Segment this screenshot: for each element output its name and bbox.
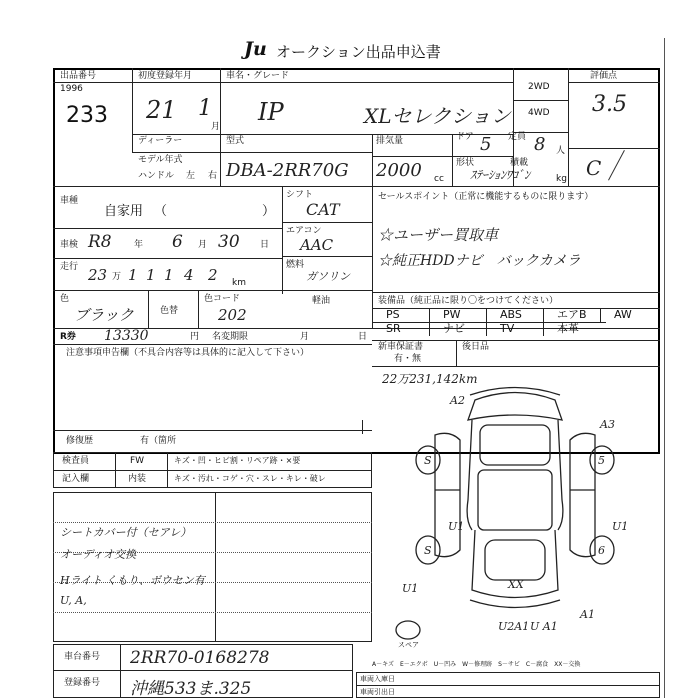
aircon-value: AAC <box>300 236 334 254</box>
mark-xx: XX <box>508 578 524 591</box>
exit-date-label: 車両引出日 <box>360 688 395 696</box>
sales-point-1: ☆ユーザー買取車 <box>378 226 499 244</box>
mark-ua1: U A1 <box>530 620 558 633</box>
equipment-row-2 <box>372 323 606 336</box>
model-year-label: モデル年式 <box>138 155 183 165</box>
chassis-value: 2RR70-0168278 <box>130 648 270 668</box>
registration-month-unit: 月 <box>211 122 221 132</box>
mileage-unit: km <box>232 278 246 288</box>
mark-u1a: U1 <box>448 520 465 533</box>
shape-value: ｽﾃｰｼｮﾝﾜｺﾞﾝ <box>470 168 531 182</box>
interior-score: C <box>586 156 602 180</box>
handwritten-notes-area <box>53 492 372 642</box>
color-change-label: 色替 <box>160 306 179 316</box>
type-value: DBA-2RR70G <box>226 160 349 181</box>
new-car-warranty-value: 有・無 <box>394 354 422 364</box>
model-name: IP <box>258 98 284 126</box>
sales-points-label: セールスポイント（正常に機能するものに限ります） <box>378 192 594 202</box>
inspection-year-unit: 年 <box>134 240 144 250</box>
mark-u1b: U1 <box>612 520 629 533</box>
inspection-month: 6 <box>172 232 183 252</box>
listing-number-label: 出品番号 <box>60 71 97 81</box>
equipment-item: SR <box>386 322 401 335</box>
inspection-day: 30 <box>218 232 240 252</box>
shift-value: CAT <box>306 200 340 219</box>
vehicle-class-value: 自家用 <box>104 204 144 219</box>
mileage-digit5: 4 <box>184 266 194 284</box>
aircon-label: エアコン <box>286 226 322 236</box>
fuel-light-label: 軽油 <box>312 296 331 306</box>
fw-label: FW <box>130 456 145 466</box>
vehicle-class-paren-open: （ <box>154 204 168 219</box>
equipment-item: 本革 <box>557 322 579 335</box>
page-title: オークション出品申込書 <box>276 43 441 61</box>
entry-date-label: 車両入庫日 <box>360 675 395 683</box>
shape-label: 形状 <box>456 158 475 168</box>
color-value: ブラック <box>74 306 134 324</box>
interior-label: 内装 <box>128 474 147 484</box>
recycle-label: R券 <box>60 332 76 342</box>
mark-a1: A1 <box>580 608 595 621</box>
mileage-note: 22万231,142km <box>382 372 478 386</box>
equipment-row-1 <box>372 309 660 322</box>
inspector-label-1: 検査員 <box>62 456 90 466</box>
displacement-value: 2000 <box>376 160 422 181</box>
name-change-month: 月 <box>300 332 310 342</box>
inspector-label-2: 記入欄 <box>62 474 90 484</box>
seats-value: 8 <box>534 134 546 155</box>
equipment-item: エアB <box>557 308 587 321</box>
mark-s3: S <box>424 544 432 557</box>
handle-label: ハンドル <box>138 171 175 181</box>
color-label: 色 <box>60 294 70 304</box>
plate-label: 登録番号 <box>64 678 101 688</box>
note-line-4: U, A, <box>60 594 87 607</box>
mileage-label: 走行 <box>60 262 79 272</box>
score-value: 3.5 <box>592 92 627 117</box>
drive-2wd: 2WD <box>528 82 550 92</box>
model-label: 車名・グレード <box>226 71 290 81</box>
after-item-label: 後日品 <box>462 342 490 352</box>
equipment-item: PS <box>386 308 400 321</box>
sales-point-2: ☆純正HDDナビ バックカメラ <box>378 253 581 269</box>
note-line-1: シートカバー付（セアレ） <box>60 526 192 539</box>
equipment-item: ABS <box>500 308 522 321</box>
door-label: ドア <box>456 132 474 142</box>
handle-left: 左 <box>186 171 196 181</box>
mileage-digit6: 2 <box>208 266 218 284</box>
mark-u1c: U1 <box>402 582 419 595</box>
equipment-item: ナビ <box>443 322 465 335</box>
inspection-month-unit: 月 <box>198 240 208 250</box>
displacement-label: 排気量 <box>376 136 404 146</box>
note-line-2: オーディオ交換 <box>60 548 137 561</box>
note-line-3: Hライト くもり、ボウセン有 <box>60 574 205 587</box>
fuel-value: ガソリン <box>306 270 350 283</box>
mark-u2a1: U2A1 <box>498 620 530 633</box>
mark-a3: A3 <box>600 418 615 431</box>
equipment-item: TV <box>500 322 515 335</box>
mileage-unit-man: 万 <box>112 272 122 282</box>
right-scan-edge <box>664 38 665 698</box>
vehicle-class-paren-close: ） <box>262 204 276 219</box>
car-damage-diagram <box>380 380 650 640</box>
mark-6: 6 <box>598 544 605 557</box>
inspection-label: 車検 <box>60 240 79 250</box>
mileage-digit3: 1 <box>146 266 156 284</box>
name-change-day: 日 <box>358 332 368 342</box>
color-code-label: 色コード <box>204 294 241 304</box>
dealer-label: ディーラー <box>138 136 183 146</box>
plate-value: 沖縄533ま.325 <box>130 679 252 699</box>
seats-label: 定員 <box>508 132 527 142</box>
new-car-warranty-label: 新車保証書 <box>378 342 424 352</box>
seats-unit: 人 <box>556 146 566 156</box>
interior-items: キズ・汚れ・コゲ・穴・スレ・キレ・破レ <box>174 474 326 483</box>
header <box>0 38 700 64</box>
shift-label: シフト <box>286 190 314 200</box>
chassis-label: 車台番号 <box>64 652 101 662</box>
color-code-value: 202 <box>218 306 247 324</box>
registration-year: 21 <box>146 96 177 124</box>
door-value: 5 <box>480 134 492 155</box>
damage-legend: A－キズ E－エクボ U－凹み W－修理跡 S－サビ C－腐食 XX－交換 <box>372 661 581 668</box>
mark-a2: A2 <box>450 394 465 407</box>
repair-history-label: 修復歴 <box>66 436 94 446</box>
drive-4wd: 4WD <box>528 108 550 118</box>
equipment-label: 装備品（純正品に限り〇をつけてください） <box>378 296 559 306</box>
equipment-item: AW <box>614 308 632 321</box>
equipment-item: PW <box>443 308 461 321</box>
fw-items: キズ・凹・ヒビ割・リペア跡・×要 <box>174 456 301 465</box>
mark-s1: S <box>424 454 432 467</box>
repair-history-value: 有（箇所 <box>140 436 177 446</box>
registration-label: 初度登録年月 <box>138 71 193 81</box>
mileage-digit2: 1 <box>128 266 138 284</box>
displacement-unit: cc <box>434 174 444 184</box>
recycle-unit: 円 <box>190 332 200 342</box>
handle-right: 右 <box>208 171 218 181</box>
mark-s2: 5 <box>598 454 605 467</box>
type-label: 型式 <box>226 136 245 146</box>
recycle-value: 13330 <box>104 328 149 344</box>
listing-number: 233 <box>66 103 108 128</box>
ju-logo: Ju <box>244 38 267 60</box>
name-change-label: 名変期限 <box>212 332 249 342</box>
score-label: 評価点 <box>590 71 618 81</box>
model-grade: XLセレクション <box>364 104 511 128</box>
mileage-digit4: 1 <box>164 266 174 284</box>
fuel-label: 燃料 <box>286 260 305 270</box>
registration-month: 1 <box>198 96 212 121</box>
mileage-digit1: 23 <box>88 266 108 284</box>
loading-unit: kg <box>556 174 567 184</box>
vehicle-class-label: 車種 <box>60 196 79 206</box>
inspection-day-unit: 日 <box>260 240 270 250</box>
notes-label: 注意事項申告欄（不具合内容等は具体的に記入して下さい） <box>66 348 310 358</box>
inspection-era: R8 <box>88 232 112 252</box>
listing-number-sub: 1996 <box>60 84 83 94</box>
loading-label: 積載 <box>510 158 529 168</box>
spare-label: スペア <box>398 641 419 649</box>
